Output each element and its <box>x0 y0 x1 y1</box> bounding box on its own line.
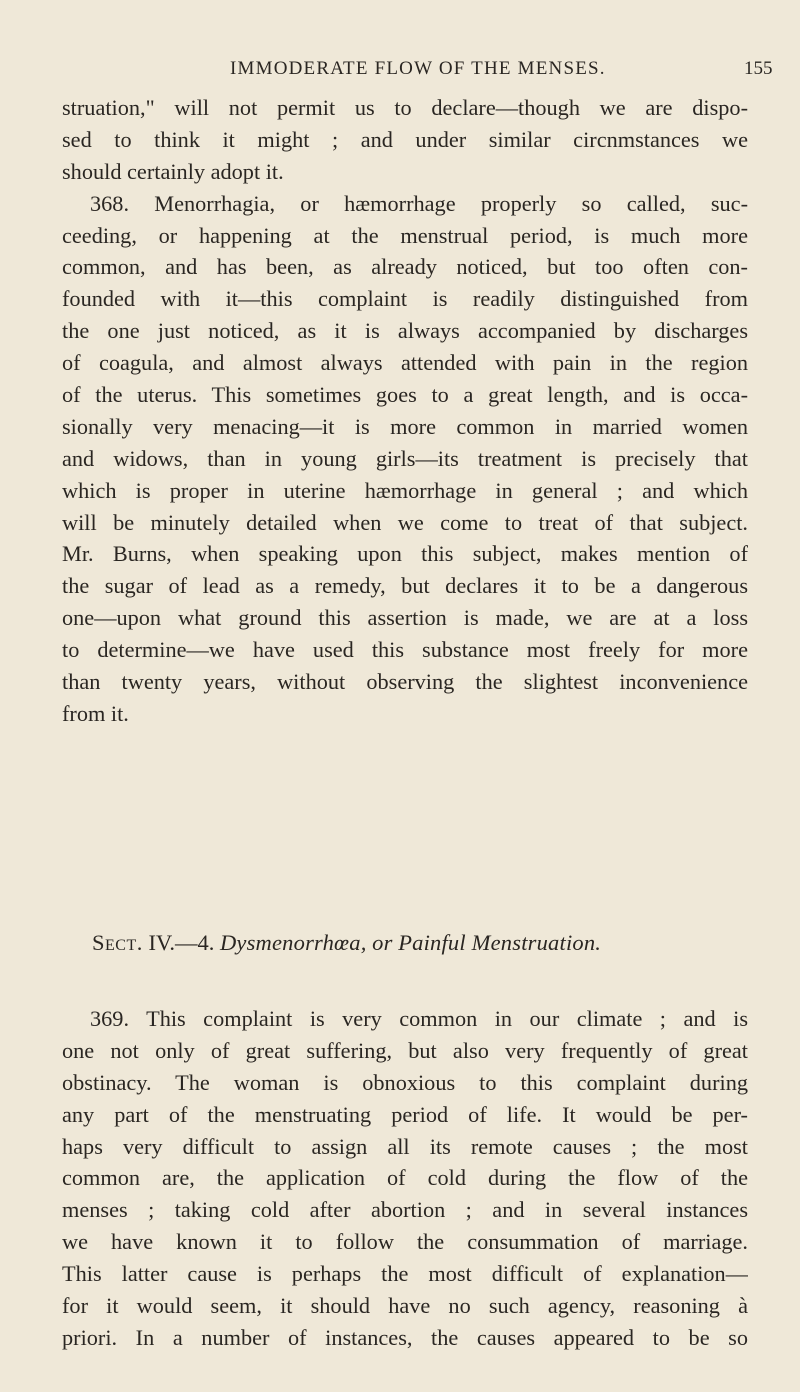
text-line: the one just noticed, as it is always accompanied by discharges <box>62 318 748 344</box>
paragraph-continuation <box>62 92 748 188</box>
section-connector: or <box>372 930 393 955</box>
text-line: common are, the application of cold during the flow of the <box>62 1165 748 1191</box>
text-line: from it. <box>62 700 129 726</box>
paragraph-368 <box>62 188 748 730</box>
text-line: should certainly adopt it. <box>62 158 284 184</box>
text-line: Mr. Burns, when speaking upon this subject, makes mention of <box>62 541 748 567</box>
text-line: 369. This complaint is very common in our climate ; and is <box>90 1006 748 1031</box>
text-line: of the uterus. This sometimes goes to a great length, and is occa- <box>62 382 748 408</box>
text-line: sed to think it might ; and under similar circnmstances we <box>62 126 748 152</box>
text-line: ceeding, or happening at the menstrual period, is much more <box>62 222 748 248</box>
text-line: haps very difficult to assign all its remote causes ; the most <box>62 1133 748 1159</box>
section-subtitle: Painful Menstruation. <box>398 930 602 955</box>
text-line: and widows, than in young girls—its treatment is precisely that <box>62 445 748 471</box>
text-line: we have known it to follow the consummation of marriage. <box>62 1229 748 1255</box>
text-line: struation," will not permit us to declare—though we are dispo- <box>62 95 748 120</box>
text-line: of coagula, and almost always attended with pain in the region <box>62 350 748 376</box>
section-title: Dysmenorrhœa, <box>219 930 367 955</box>
paragraph-369 <box>62 1003 748 1354</box>
text-line: priori. In a number of instances, the causes appeared to be so <box>62 1324 748 1350</box>
text-line: the sugar of lead as a remedy, but declares it to be a dangerous <box>62 573 748 599</box>
text-line: which is proper in uterine hæmorrhage in general ; and which <box>62 477 748 503</box>
text-line: for it would seem, it should have no such agency, reasoning à <box>62 1293 748 1319</box>
text-line: founded with it—this complaint is readily distinguished from <box>62 286 748 312</box>
text-line: sionally very menacing—it is more common in married women <box>62 413 748 439</box>
text-block-upper <box>62 92 748 730</box>
text-line: one—upon what ground this assertion is made, we are at a loss <box>62 605 748 631</box>
text-line: obstinacy. The woman is obnoxious to this complaint during <box>62 1069 748 1095</box>
page-header <box>0 58 800 88</box>
text-block-lower <box>62 1003 748 1354</box>
text-line: to determine—we have used this substance most freely for more <box>62 637 748 663</box>
text-line: will be minutely detailed when we come to treat of that subject. <box>62 509 748 535</box>
running-head: IMMODERATE FLOW OF THE MENSES. <box>230 58 606 79</box>
text-line: than twenty years, without observing the slightest inconvenience <box>62 669 748 695</box>
section-heading <box>92 930 601 956</box>
text-line: any part of the menstruating period of life. It would be per- <box>62 1101 748 1127</box>
text-line: one not only of great suffering, but also very frequently of great <box>62 1037 748 1063</box>
section-label: Sect. <box>92 930 143 955</box>
text-line: This latter cause is perhaps the most difficult of explanation— <box>62 1261 748 1287</box>
text-line: menses ; taking cold after abortion ; and in several instances <box>62 1197 748 1223</box>
text-line: common, and has been, as already noticed, but too often con- <box>62 254 748 280</box>
section-number: IV.—4. <box>148 930 215 955</box>
text-line: 368. Menorrhagia, or hæmorrhage properly so called, suc- <box>90 190 748 216</box>
page-number: 155 <box>744 58 773 79</box>
